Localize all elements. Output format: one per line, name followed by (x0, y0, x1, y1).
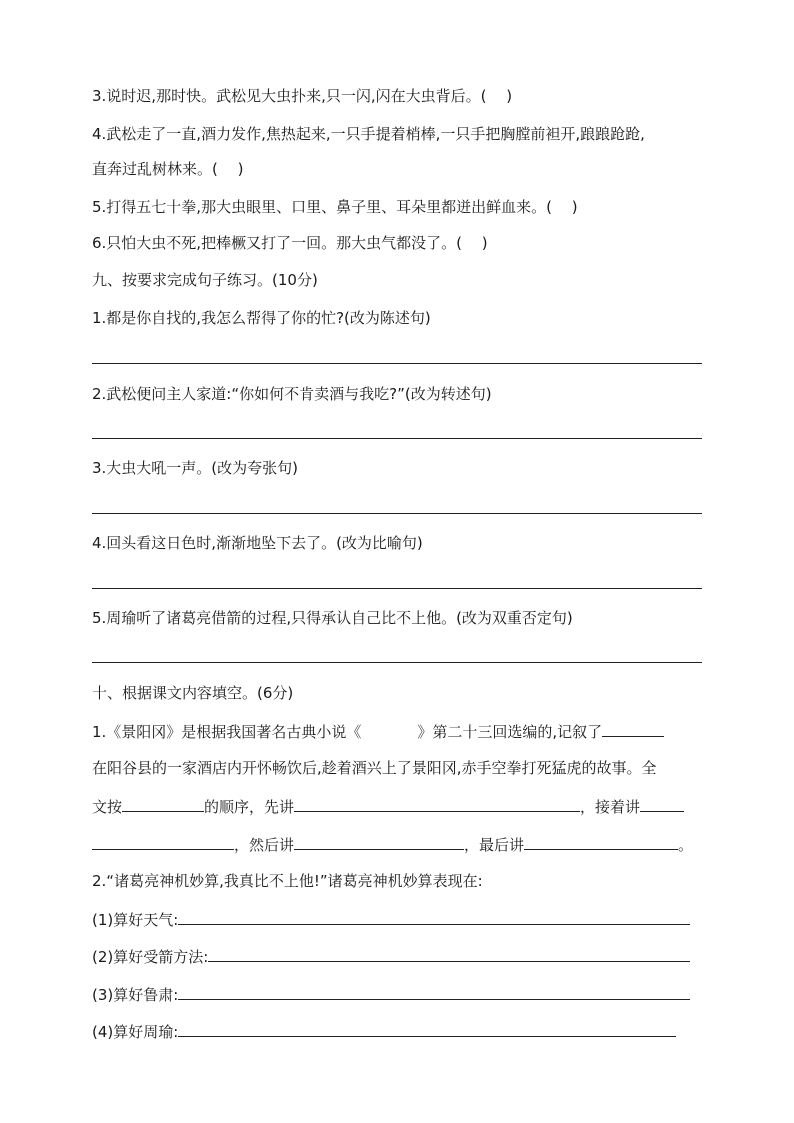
section10-heading: 十、根据课文内容填空。(6分) (92, 684, 294, 702)
fill-q1-line3 (92, 796, 684, 817)
sentence-task-2: 2.武松便问主人家道:“你如何不肯卖酒与我吃?”(改为转述句) (92, 385, 492, 403)
judgement-item-3: 3.说时迟,那时快。武松见大虫扑来,只一闪,闪在大虫背后。( ) (92, 87, 513, 105)
section9-heading: 九、按要求完成句子练习。(10分) (92, 271, 318, 289)
judgement-item-4: 4.武松走了一直,酒力发作,焦热起来,一只手提着梢棒,一只手把胸膛前袒开,踉踉跄跄, (92, 125, 645, 143)
answer-line-5[interactable] (92, 662, 702, 663)
fill-q1-text-c: 文按 (92, 798, 123, 816)
fill-q2-label-1: (1)算好天气: (92, 911, 179, 929)
answer-line-4[interactable] (92, 588, 702, 589)
blank-lusu[interactable] (178, 984, 690, 1000)
blank-then[interactable] (294, 834, 464, 850)
fill-q1-text-h: 。 (678, 836, 694, 854)
fill-q2-label-2: (2)算好受箭方法: (92, 948, 209, 966)
fill-q2-item-2 (92, 946, 690, 967)
fill-q2-item-1 (92, 909, 690, 930)
sentence-task-1: 1.都是你自找的,我怎么帮得了你的忙?(改为陈述句) (92, 309, 431, 327)
fill-q1-text-b: 》第二十三回选编的,记叙了 (417, 723, 603, 741)
blank-zhouyu[interactable] (178, 1021, 676, 1037)
judgement-item-4-cont: 直奔过乱树林来。( ) (92, 160, 244, 178)
blank-next-b[interactable] (92, 834, 234, 850)
blank-order[interactable] (122, 796, 204, 812)
fill-q2-item-4 (92, 1021, 676, 1042)
fill-q2-label-3: (3)算好鲁肃: (92, 986, 179, 1004)
fill-q1-text-d: 的顺序，先讲 (204, 798, 295, 816)
fill-q2-label-4: (4)算好周瑜: (92, 1023, 179, 1041)
answer-line-2[interactable] (92, 438, 702, 439)
blank-arrow-method[interactable] (208, 946, 690, 962)
fill-q1-line2: 在阳谷县的一家酒店内开怀畅饮后,趁着酒兴上了景阳冈,赤手空拳打死猛虎的故事。全 (92, 759, 657, 777)
judgement-item-5: 5.打得五七十拳,那大虫眼里、口里、鼻子里、耳朵里都迸出鲜血来。( ) (92, 198, 578, 216)
answer-line-1[interactable] (92, 363, 702, 364)
fill-q2-item-3 (92, 984, 690, 1005)
sentence-task-3: 3.大虫大吼一声。(改为夸张句) (92, 459, 299, 477)
fill-q1-text-a: 1.《景阳冈》是根据我国著名古典小说《 (92, 723, 362, 741)
fill-q1-line4 (92, 834, 693, 855)
blank-first[interactable] (294, 796, 580, 812)
fill-q1-text-e: ，接着讲 (580, 798, 641, 816)
fill-q1-text-f: ，然后讲 (234, 836, 295, 854)
sentence-task-5: 5.周瑜听了诸葛亮借箭的过程,只得承认自己比不上他。(改为双重否定句) (92, 609, 573, 627)
sentence-task-4: 4.回头看这日色时,渐渐地坠下去了。(改为比喻句) (92, 534, 423, 552)
blank-last[interactable] (524, 834, 678, 850)
judgement-item-6: 6.只怕大虫不死,把棒橛又打了一回。那大虫气都没了。( ) (92, 234, 488, 252)
fill-q1-line1 (92, 721, 664, 742)
answer-line-3[interactable] (92, 513, 702, 514)
blank-who[interactable] (602, 721, 664, 737)
blank-next-a[interactable] (640, 796, 684, 812)
fill-q1-text-g: ，最后讲 (464, 836, 525, 854)
fill-q2-intro: 2.“诸葛亮神机妙算,我真比不上他!”诸葛亮神机妙算表现在: (92, 872, 483, 890)
blank-weather[interactable] (178, 909, 690, 925)
